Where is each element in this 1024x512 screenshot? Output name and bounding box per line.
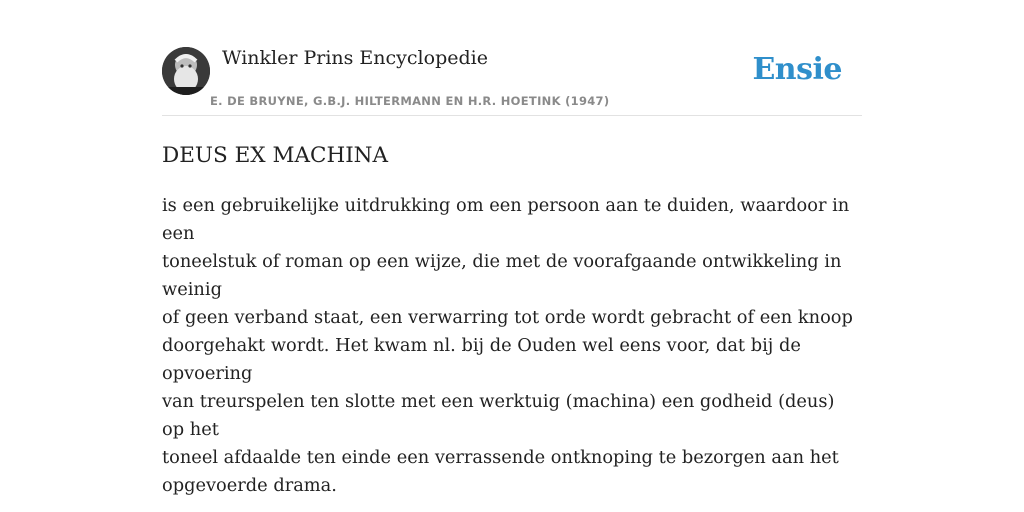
encyclopedia-title[interactable]: Winkler Prins Encyclopedie [222,47,488,69]
entry-body: is een gebruikelijke uitdrukking om een persoon aan te duiden, waardoor in een toneelstuk of roman op een wijze, die met de voorafgaande ontwikkeling in weinig of geen verband staat, een verwarring tot orde wordt gebracht of een knoop doorgehakt wordt. Het kwam nl. bij de Ouden wel eens voor, dat bij de opvoering van treurspelen ten slotte met een werktuig (machina) een godheid (deus) op het toneel afdaalde ten einde een verrassende ontknoping te bezorgen aan het opgevoerde drama. [162,195,853,496]
ensie-logo[interactable]: Ensie [752,52,842,87]
page-container [162,0,862,496]
author-portrait-icon[interactable] [162,47,210,95]
entry-title: DEUS EX MACHINA [162,143,389,168]
header [162,0,862,116]
authors-line: E. DE BRUYNE, G.B.J. HILTERMANN EN H.R. HOETINK (1947) [210,94,610,108]
